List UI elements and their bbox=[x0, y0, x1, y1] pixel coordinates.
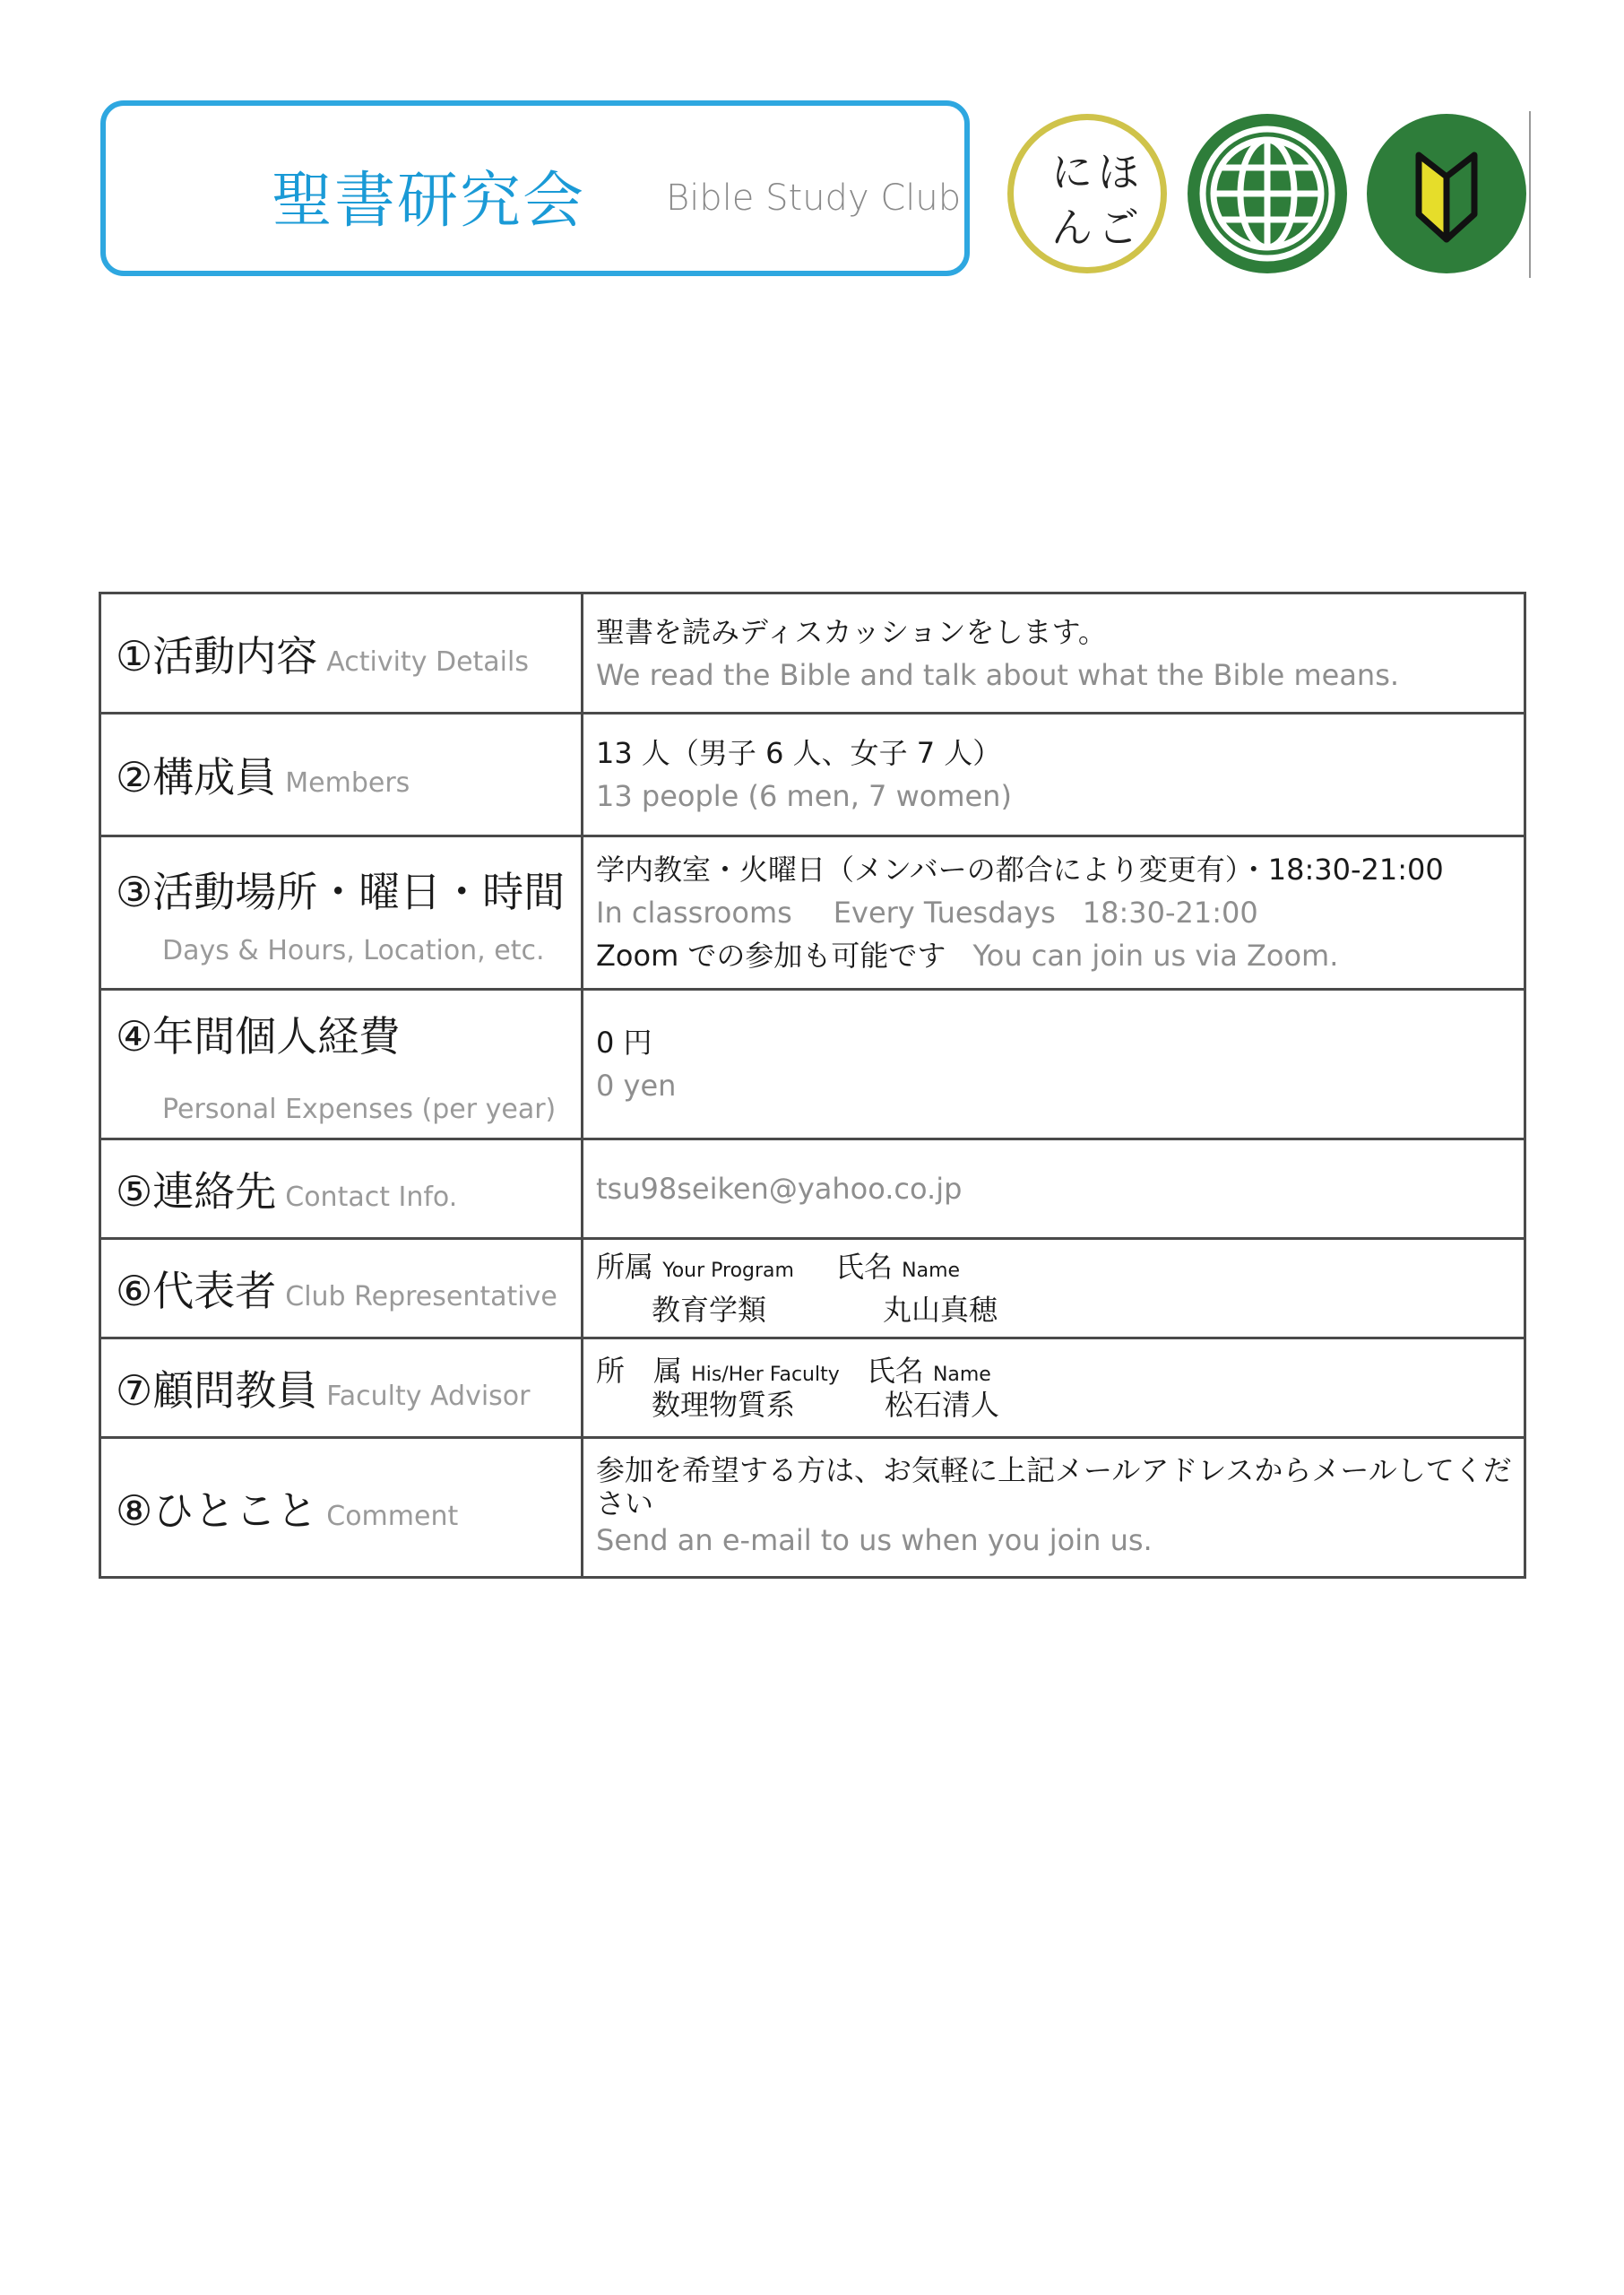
globe-icon bbox=[1188, 114, 1347, 273]
place-label-en: Days & Hours, Location, etc. bbox=[162, 934, 545, 966]
representative-label-en: Club Representative bbox=[285, 1281, 557, 1312]
place-value-en-c: 18:30-21:00 bbox=[1082, 896, 1258, 930]
club-title-box bbox=[100, 100, 970, 276]
rep-aff-jp: 所属 bbox=[596, 1250, 654, 1284]
expenses-label-jp: 年間個人経費 bbox=[152, 1011, 401, 1061]
advisor-value-line bbox=[596, 1388, 1524, 1422]
advisor-label-jp: 顧問教員 bbox=[152, 1366, 318, 1415]
nihongo-kana-4: ご bbox=[1098, 204, 1139, 252]
activity-label-jp: 活動内容 bbox=[152, 631, 318, 680]
zoom-en: You can join us via Zoom. bbox=[972, 939, 1339, 973]
adv-name-en: Name bbox=[932, 1363, 991, 1386]
members-label-en: Members bbox=[285, 767, 410, 799]
representative-value-line bbox=[596, 1288, 1524, 1331]
nihongo-kana-3: ん bbox=[1051, 204, 1093, 252]
adv-name-jp: 氏名 bbox=[866, 1353, 924, 1388]
adv-aff-en: His/Her Faculty bbox=[691, 1363, 840, 1386]
comment-value-en: Send an e-mail to us when you join us. bbox=[596, 1522, 1153, 1557]
row-number: ① bbox=[116, 631, 153, 680]
rep-aff-en: Your Program bbox=[662, 1260, 794, 1282]
table-row bbox=[100, 1239, 1525, 1338]
advisor-label-en: Faculty Advisor bbox=[326, 1381, 531, 1412]
header-edge-line bbox=[1529, 111, 1531, 278]
rep-name-value: 丸山真穂 bbox=[883, 1293, 998, 1327]
place-label-jp: 活動場所・曜日・時間 bbox=[152, 867, 566, 916]
zoom-line bbox=[596, 934, 1524, 977]
activity-value-jp: 聖書を読みディスカッションをします。 bbox=[596, 614, 1107, 649]
table-row bbox=[100, 714, 1525, 836]
members-label-jp: 構成員 bbox=[152, 753, 277, 801]
row-number: ② bbox=[116, 753, 153, 801]
nihongo-kana-2: ほ bbox=[1098, 148, 1139, 196]
table-row bbox=[100, 593, 1525, 714]
place-value-en-b: Every Tuesdays bbox=[833, 896, 1056, 930]
contact-label-jp: 連絡先 bbox=[152, 1167, 277, 1216]
comment-label-jp: ひとこと bbox=[152, 1485, 318, 1535]
expenses-value-en: 0 yen bbox=[596, 1069, 677, 1103]
place-value-jp: 学内教室・火曜日（メンバーの都合により変更有）・18:30-21:00 bbox=[596, 853, 1444, 887]
table-row bbox=[100, 1338, 1525, 1438]
table-row bbox=[100, 1438, 1525, 1578]
row-number: ③ bbox=[116, 867, 153, 916]
members-value-en: 13 people (6 men, 7 women) bbox=[596, 779, 1012, 813]
place-value-en-a: In classrooms bbox=[596, 896, 792, 930]
activity-label-en: Activity Details bbox=[326, 645, 529, 678]
comment-value-jp-1: 参加を希望する方は、お気軽に上記メールアドレスからメールしてくだ bbox=[596, 1453, 1512, 1488]
row-number: ④ bbox=[116, 1011, 153, 1061]
members-value-jp: 13 人（男子 6 人、女子 7 人） bbox=[596, 736, 1002, 770]
club-title-jp: 聖書研究会 bbox=[272, 166, 586, 237]
row-number: ⑦ bbox=[116, 1366, 153, 1415]
row-number: ⑧ bbox=[116, 1485, 153, 1535]
expenses-label-en: Personal Expenses (per year) bbox=[162, 1093, 557, 1125]
adv-name-value: 松石清人 bbox=[885, 1388, 1000, 1422]
club-info-table bbox=[99, 592, 1526, 1579]
place-value-en bbox=[596, 891, 1524, 934]
contact-label-en: Contact Info. bbox=[285, 1182, 458, 1213]
nihongo-badge-icon bbox=[1007, 114, 1167, 273]
row-number: ⑥ bbox=[116, 1267, 153, 1315]
representative-header-line bbox=[596, 1245, 1524, 1288]
row-number: ⑤ bbox=[116, 1167, 153, 1216]
nihongo-kana-1: に bbox=[1051, 148, 1093, 196]
beginner-mark-icon bbox=[1367, 114, 1526, 273]
rep-aff-value: 教育学類 bbox=[652, 1293, 767, 1327]
representative-label-jp: 代表者 bbox=[152, 1267, 277, 1315]
table-row bbox=[100, 836, 1525, 990]
adv-aff-jp: 所 属 bbox=[596, 1353, 683, 1388]
advisor-header-line bbox=[596, 1354, 1524, 1388]
rep-name-jp: 氏名 bbox=[834, 1250, 893, 1284]
adv-aff-value: 数理物質系 bbox=[652, 1388, 796, 1422]
comment-value-jp-2: さい bbox=[596, 1486, 654, 1521]
zoom-jp: Zoom での参加も可能です bbox=[596, 939, 946, 973]
table-row bbox=[100, 1139, 1525, 1239]
comment-label-en: Comment bbox=[326, 1500, 459, 1532]
expenses-value-jp: 0 円 bbox=[596, 1026, 652, 1060]
contact-email-link[interactable]: tsu98seiken@yahoo.co.jp bbox=[596, 1172, 963, 1206]
activity-value-en: We read the Bible and talk about what the Bible means. bbox=[596, 657, 1400, 692]
table-row bbox=[100, 990, 1525, 1139]
club-title-en: Bible Study Club bbox=[666, 178, 962, 219]
rep-name-en: Name bbox=[902, 1260, 961, 1282]
